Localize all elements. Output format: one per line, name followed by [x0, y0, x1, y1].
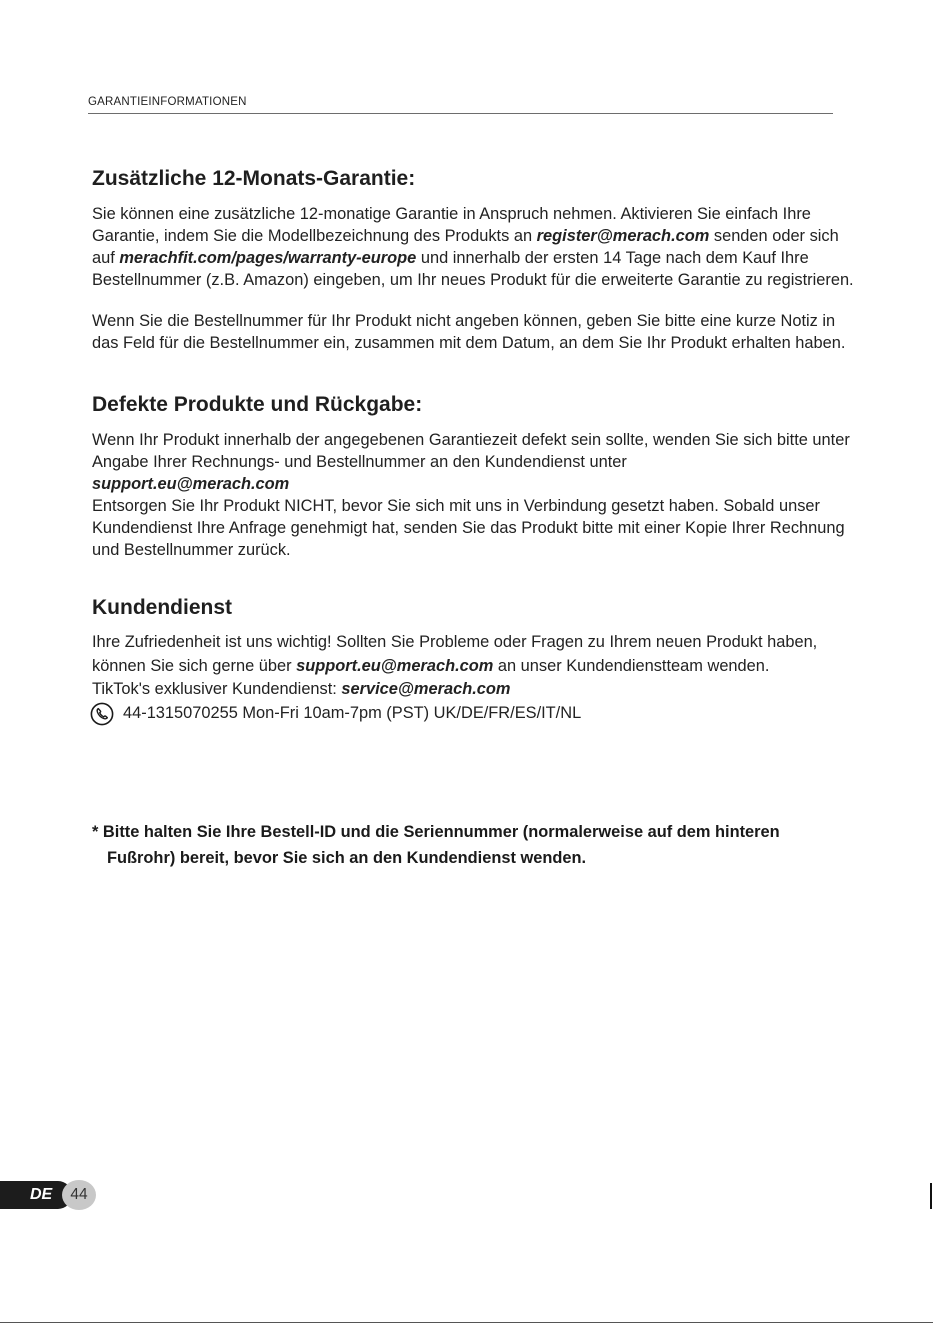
page-header-title: GARANTIEINFORMATIONEN — [88, 96, 247, 108]
service-text-a: Ihre Zufriedenheit ist uns wichtig! Sollten Sie Probleme oder Fragen zu Ihrem neuen Produkt haben, können Sie sich gerne über — [92, 633, 818, 675]
service-support-email-link[interactable]: support.eu@merach.com — [296, 656, 494, 675]
customer-service-section — [92, 595, 862, 726]
tiktok-email-link[interactable]: service@merach.com — [341, 680, 511, 698]
warranty-paragraph-1 — [92, 203, 862, 291]
phone-line — [92, 702, 862, 726]
note-line-2: Fußrohr) bereit, bevor Sie sich an den Kundendienst wenden. — [107, 849, 587, 867]
defects-paragraph-1: Wenn Ihr Produkt innerhalb der angegebenen Garantiezeit defekt sein sollte, wenden Sie sich bitte unter Angabe Ihrer Rechnungs- und Bestellnummer an den Kundendienst unter — [92, 431, 850, 471]
important-note — [92, 819, 852, 871]
note-line-1: * Bitte halten Sie Ihre Bestell-ID und die Seriennummer (normalerweise auf dem hinteren — [92, 823, 780, 841]
phone-number-text: 44-1315070255 Mon-Fri 10am-7pm (PST) UK/DE/FR/ES/IT/NL — [123, 704, 582, 722]
warranty-heading: Zusätzliche 12-Monats-Garantie: — [92, 167, 416, 190]
register-email-link[interactable]: register@merach.com — [536, 227, 710, 245]
customer-service-heading: Kundendienst — [92, 596, 232, 619]
service-text-b: an unser Kundendienstteam wenden. — [493, 656, 770, 675]
tiktok-line — [92, 678, 862, 702]
warranty-text-a: Sie können eine zusätzliche 12-monatige Garantie in Anspruch nehmen. Aktivieren Sie einfach Ihre Garantie, indem Sie die Modellbezeichnung des Produkts an — [92, 205, 811, 245]
tiktok-label: TikTok's exklusiver Kundendienst: — [92, 680, 342, 698]
footer-language-label: DE — [30, 1186, 53, 1203]
defects-paragraph-2: Entsorgen Sie Ihr Produkt NICHT, bevor Sie sich mit uns in Verbindung gesetzt haben. Sobald unser Kundendienst Ihre Anfrage genehmigt hat, senden Sie das Produkt bitte mit einer Kopie Ihrer Rechnung und Bestellnummer zurück. — [92, 497, 845, 559]
main-content — [92, 166, 862, 726]
warranty-section — [92, 166, 862, 354]
support-email-link[interactable]: support.eu@merach.com — [92, 475, 290, 493]
crop-mark — [930, 1183, 932, 1209]
page-number-badge: 44 — [62, 1180, 96, 1210]
header-divider — [88, 113, 833, 114]
warranty-paragraph-2: Wenn Sie die Bestellnummer für Ihr Produkt nicht angeben können, geben Sie bitte eine kurze Notiz in das Feld für die Bestellnummer ein, zusammen mit dem Datum, an dem Sie Ihr Produkt erhalten haben. — [92, 312, 846, 352]
defects-heading: Defekte Produkte und Rückgabe: — [92, 393, 423, 416]
warranty-url-link[interactable]: merachfit.com/pages/warranty-europe — [119, 249, 417, 267]
bottom-edge-line — [0, 1322, 933, 1323]
warranty-text-c: und innerhalb der ersten 14 Tage nach dem Kauf Ihre Bestellnummer (z.B. Amazon) eingeben, um Ihr neues Produkt für die erweiterte Garantie zu registrieren. — [92, 249, 854, 289]
defects-section — [92, 392, 862, 561]
phone-icon — [90, 702, 114, 726]
customer-service-paragraph — [92, 631, 862, 678]
warranty-text-b: senden oder sich auf — [92, 227, 839, 267]
